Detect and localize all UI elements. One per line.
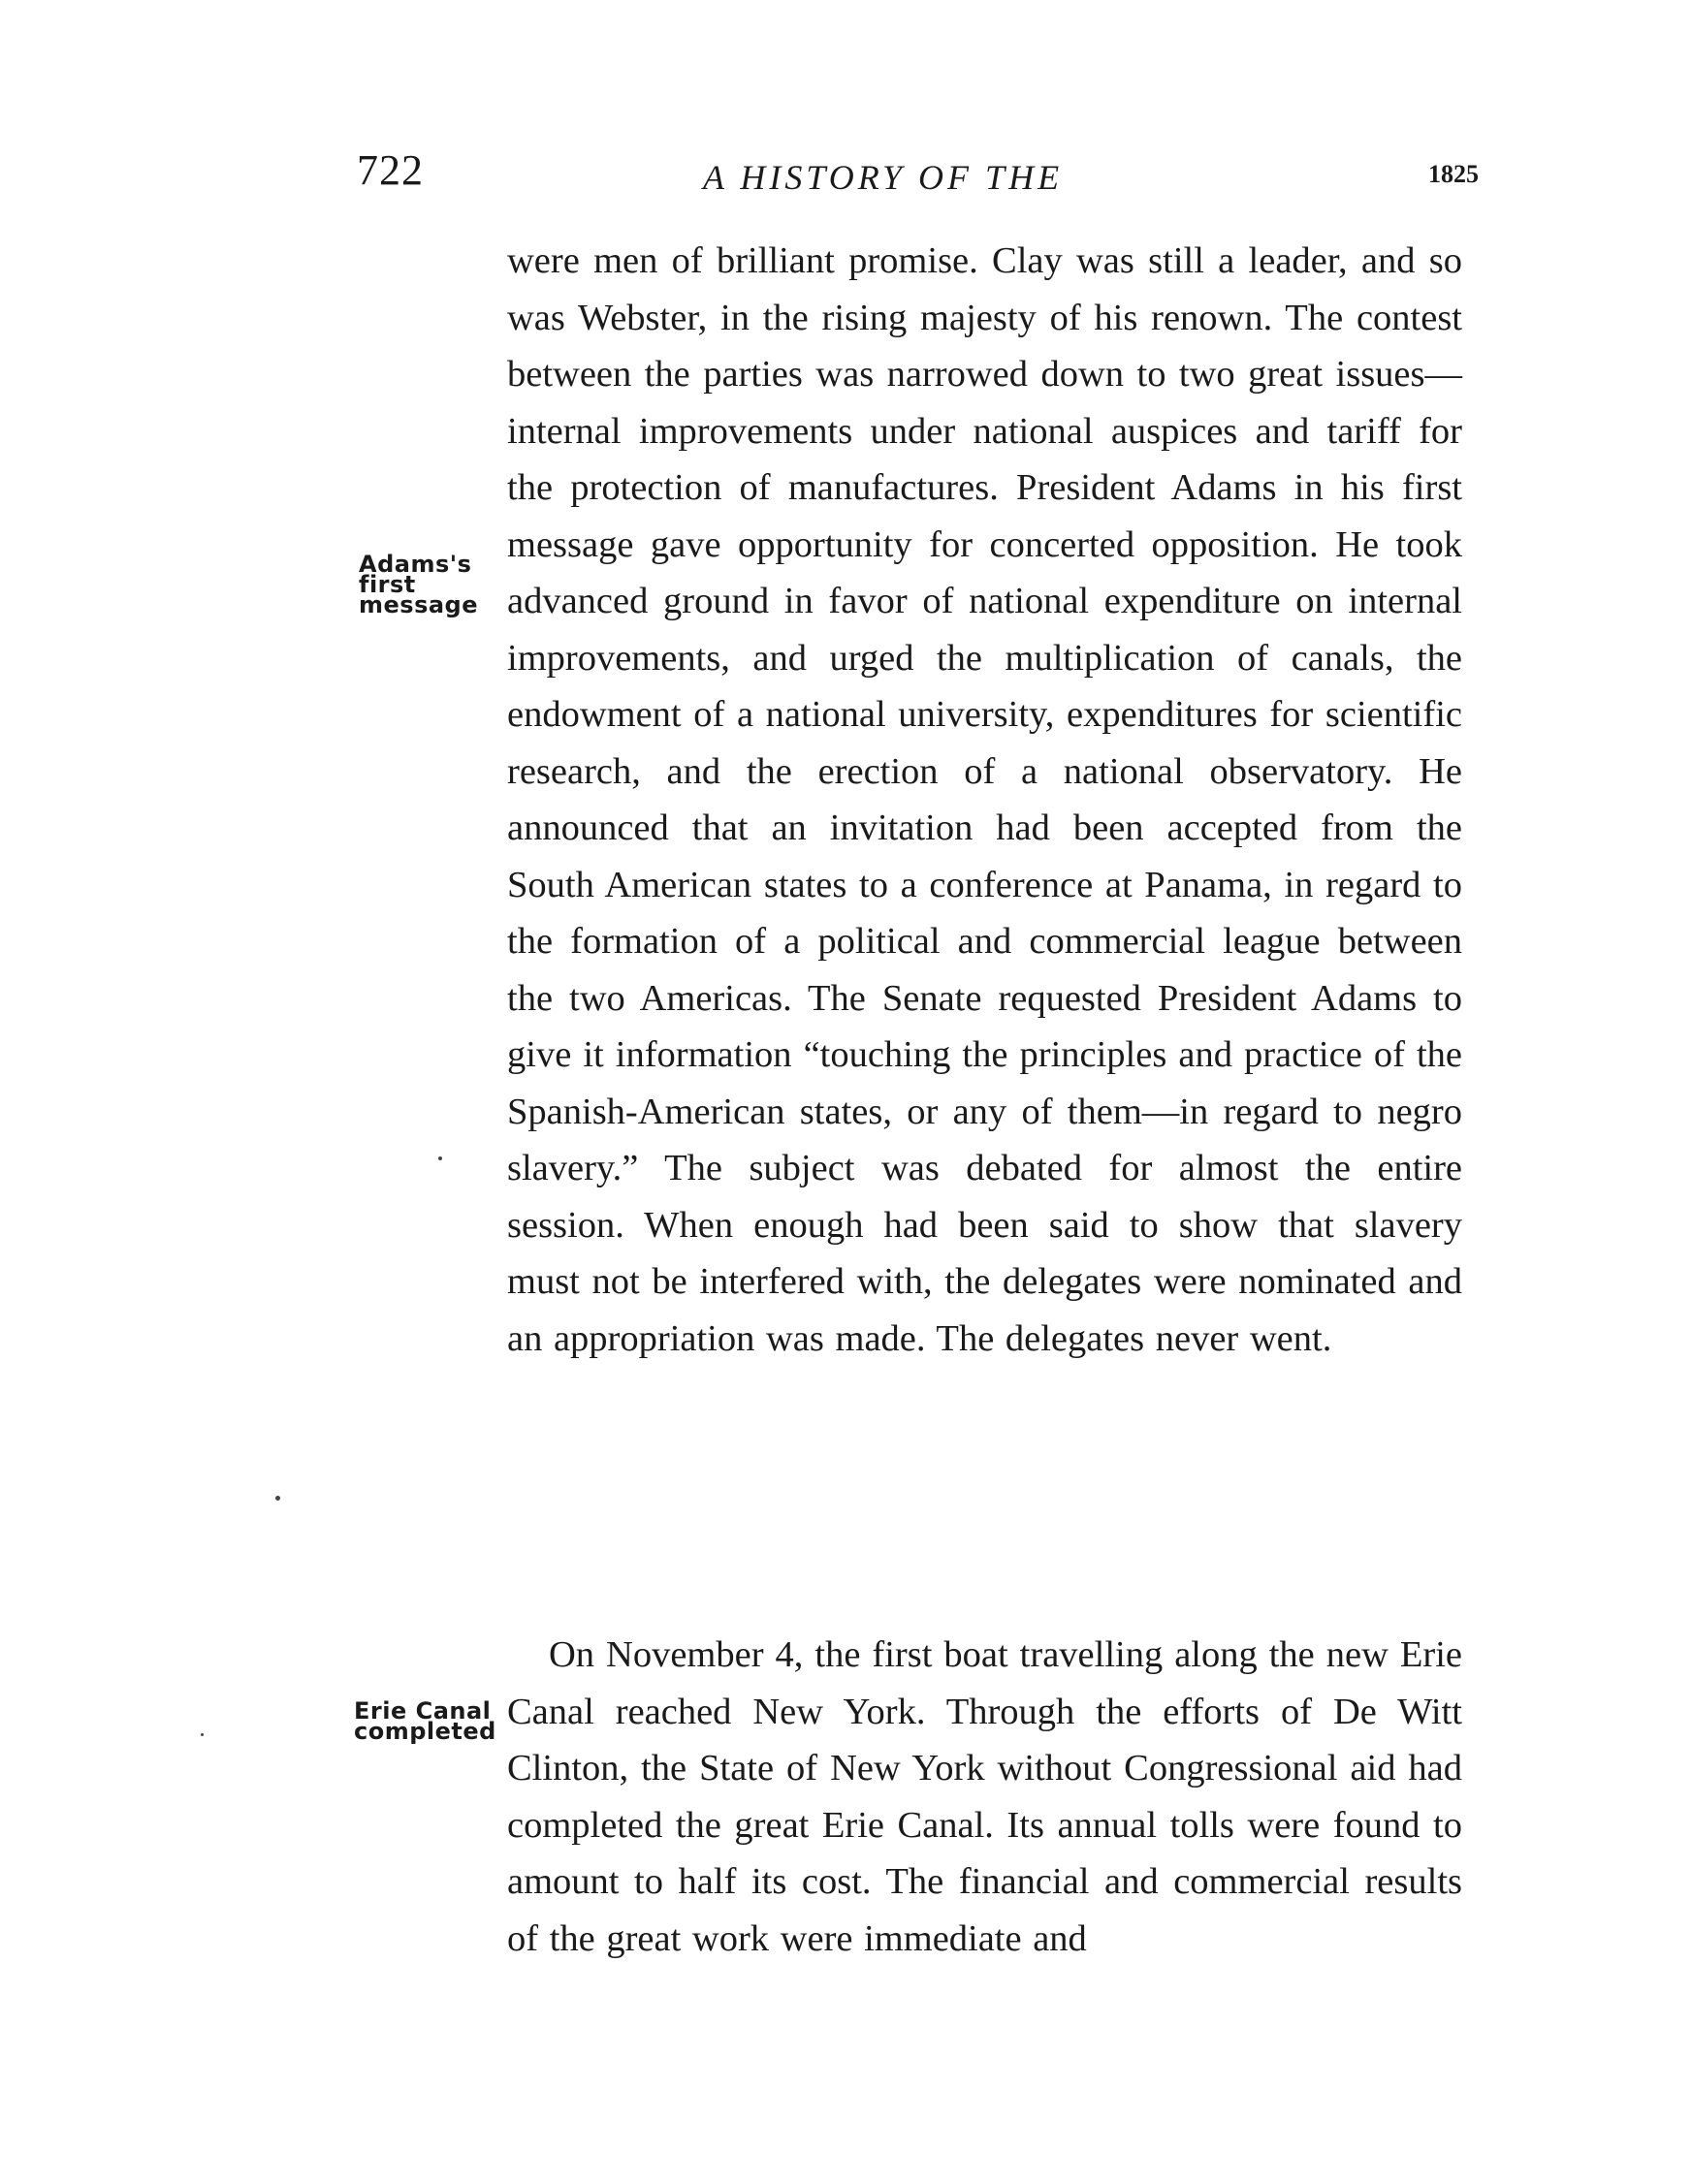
scan-speck <box>275 1496 280 1501</box>
sidenote-line: message <box>359 591 479 618</box>
sidenote-erie-canal-completed <box>354 1697 499 1745</box>
sidenote-line: first <box>359 571 416 598</box>
sidenote-line: Adams's <box>359 551 472 578</box>
scan-speck <box>201 1733 204 1736</box>
sidenote-line: completed <box>354 1718 496 1745</box>
body-paragraph: were men of brilliant promise. Clay was still a leader, and so was Webster, in the rising majesty of his renown. The contest between the parties was narrowed down to two great issues—internal improvements under national auspices and tariff for the protection of manufactures. President Adams in his first message gave opportunity for concerted opposition. He took advanced ground in favor of national expenditure on internal improvements, and urged the multiplication of canals, the endowment of a national university, expenditures for scientific research, and the erection of a national observatory. He announced that an invitation had been accepted from the South American states to a conference at Panama, in regard to the formation of a political and commercial league between the two Americas. The Senate requested President Adams to give it information “touching the principles and practice of the Spanish-American states, or any of them—in regard to negro slavery.” The subject was debated for almost the entire session. When enough had been said to show that slavery must not be interfered with, the delegates were nominated and an appropriation was made. The delegates never went. <box>507 240 1462 1359</box>
sidenote-line: Erie Canal <box>354 1697 492 1725</box>
running-head: A HISTORY OF THE <box>703 158 1064 197</box>
page-number: 722 <box>357 146 424 194</box>
scan-speck <box>438 1156 442 1160</box>
sidenote-adams-first-message <box>359 551 495 618</box>
year-marker: 1825 <box>1428 160 1479 188</box>
body-paragraph: On November 4, the first boat travelling along the new Erie Canal reached New York. Through the efforts of De Witt Clinton, the State of New York without Congressional aid had completed the great Erie Canal. Its annual tolls were found to amount to half its cost. The financial and commercial results of the great work were immediate and <box>507 1634 1462 1959</box>
